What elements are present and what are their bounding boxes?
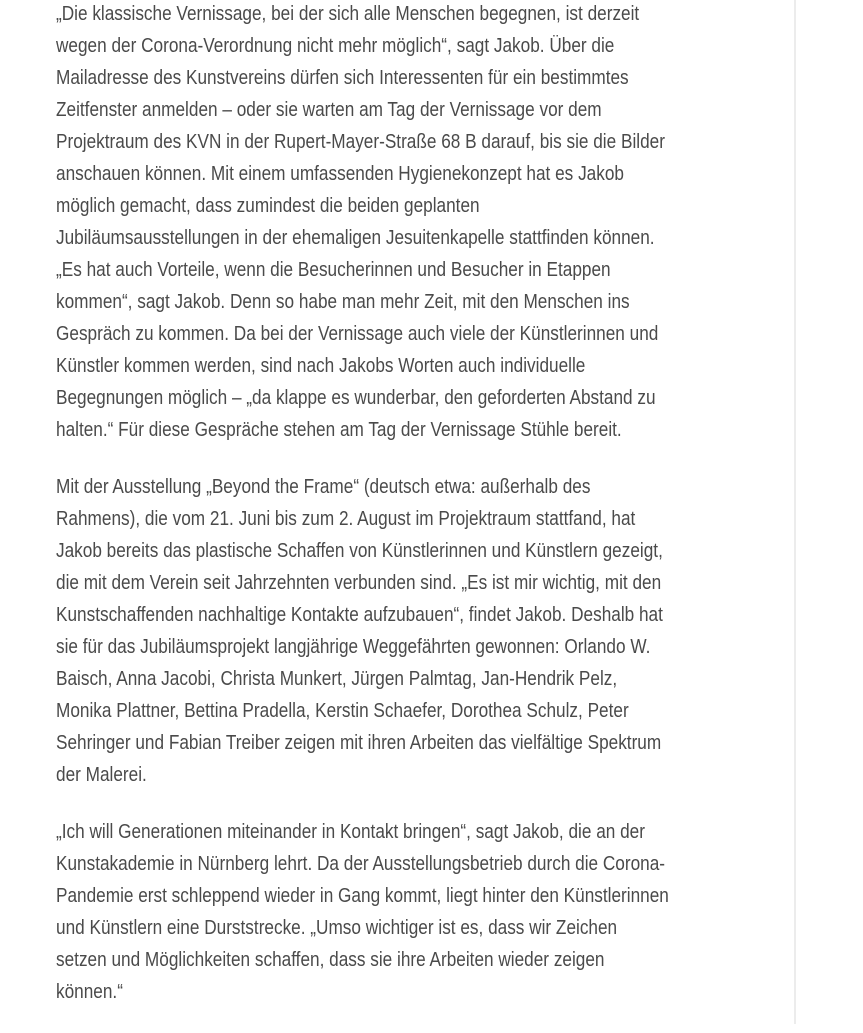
article-body	[56, 0, 796, 1033]
article-paragraph	[56, 816, 796, 1008]
paragraph-line: Mailadresse des Kunstvereins dürfen sich Interessenten für ein bestimmtes	[56, 67, 629, 89]
paragraph-line: Pandemie erst schleppend wieder in Gang kommt, liegt hinter den Künstlerinnen	[56, 885, 669, 907]
paragraph-line: Begegnungen möglich – „da klappe es wunderbar, den geforderten Abstand zu	[56, 387, 656, 409]
paragraph-line: wegen der Corona-Verordnung nicht mehr möglich“, sagt Jakob. Über die	[56, 35, 615, 57]
paragraph-line: Zeitfenster anmelden – oder sie warten am Tag der Vernissage vor dem	[56, 99, 602, 121]
paragraph-line: Gespräch zu kommen. Da bei der Vernissage auch viele der Künstlerinnen und	[56, 323, 659, 345]
paragraph-line: der Malerei.	[56, 764, 147, 786]
paragraph-line: „Es hat auch Vorteile, wenn die Besucherinnen und Besucher in Etappen	[56, 259, 611, 281]
paragraph-line: anschauen können. Mit einem umfassenden Hygienekonzept hat es Jakob	[56, 163, 624, 185]
article-paragraph	[56, 0, 796, 446]
article-paragraph	[56, 471, 796, 791]
paragraph-line: Sehringer und Fabian Treiber zeigen mit ihren Arbeiten das vielfältige Spektrum	[56, 732, 662, 754]
paragraph-line: Kunstschaffenden nachhaltige Kontakte aufzubauen“, findet Jakob. Deshalb hat	[56, 604, 663, 626]
paragraph-line: Mit der Ausstellung „Beyond the Frame“ (deutsch etwa: außerhalb des	[56, 476, 591, 498]
paragraph-line: Jakob bereits das plastische Schaffen von Künstlerinnen und Künstlern gezeigt,	[56, 540, 663, 562]
paragraph-line: „Ich will Generationen miteinander in Kontakt bringen“, sagt Jakob, die an der	[56, 821, 645, 843]
paragraph-line: Künstler kommen werden, sind nach Jakobs Worten auch individuelle	[56, 355, 586, 377]
paragraph-line: können.“	[56, 981, 123, 1003]
paragraph-line: Jubiläumsausstellungen in der ehemaligen Jesuitenkapelle stattfinden können.	[56, 227, 655, 249]
paragraph-line: die mit dem Verein seit Jahrzehnten verbunden sind. „Es ist mir wichtig, mit den	[56, 572, 662, 594]
paragraph-line: Baisch, Anna Jacobi, Christa Munkert, Jürgen Palmtag, Jan-Hendrik Pelz,	[56, 668, 618, 690]
paragraph-line: Kunstakademie in Nürnberg lehrt. Da der Ausstellungsbetrieb durch die Corona-	[56, 853, 666, 875]
paragraph-line: Monika Plattner, Bettina Pradella, Kerstin Schaefer, Dorothea Schulz, Peter	[56, 700, 629, 722]
paragraph-line: setzen und Möglichkeiten schaffen, dass sie ihre Arbeiten wieder zeigen	[56, 949, 605, 971]
paragraph-line: sie für das Jubiläumsprojekt langjährige Weggefährten gewonnen: Orlando W.	[56, 636, 651, 658]
sidebar-divider	[794, 0, 796, 1024]
paragraph-line: Projektraum des KVN in der Rupert-Mayer-Straße 68 B darauf, bis sie die Bilder	[56, 131, 665, 153]
paragraph-line: halten.“ Für diese Gespräche stehen am Tag der Vernissage Stühle bereit.	[56, 419, 622, 441]
paragraph-line: Rahmens), die vom 21. Juni bis zum 2. August im Projektraum stattfand, hat	[56, 508, 636, 530]
paragraph-line: und Künstlern eine Durststrecke. „Umso wichtiger ist es, dass wir Zeichen	[56, 917, 618, 939]
paragraph-line: möglich gemacht, dass zumindest die beiden geplanten	[56, 195, 480, 217]
paragraph-line: kommen“, sagt Jakob. Denn so habe man mehr Zeit, mit den Menschen ins	[56, 291, 630, 313]
paragraph-line: „Die klassische Vernissage, bei der sich alle Menschen begegnen, ist derzeit	[56, 3, 640, 25]
